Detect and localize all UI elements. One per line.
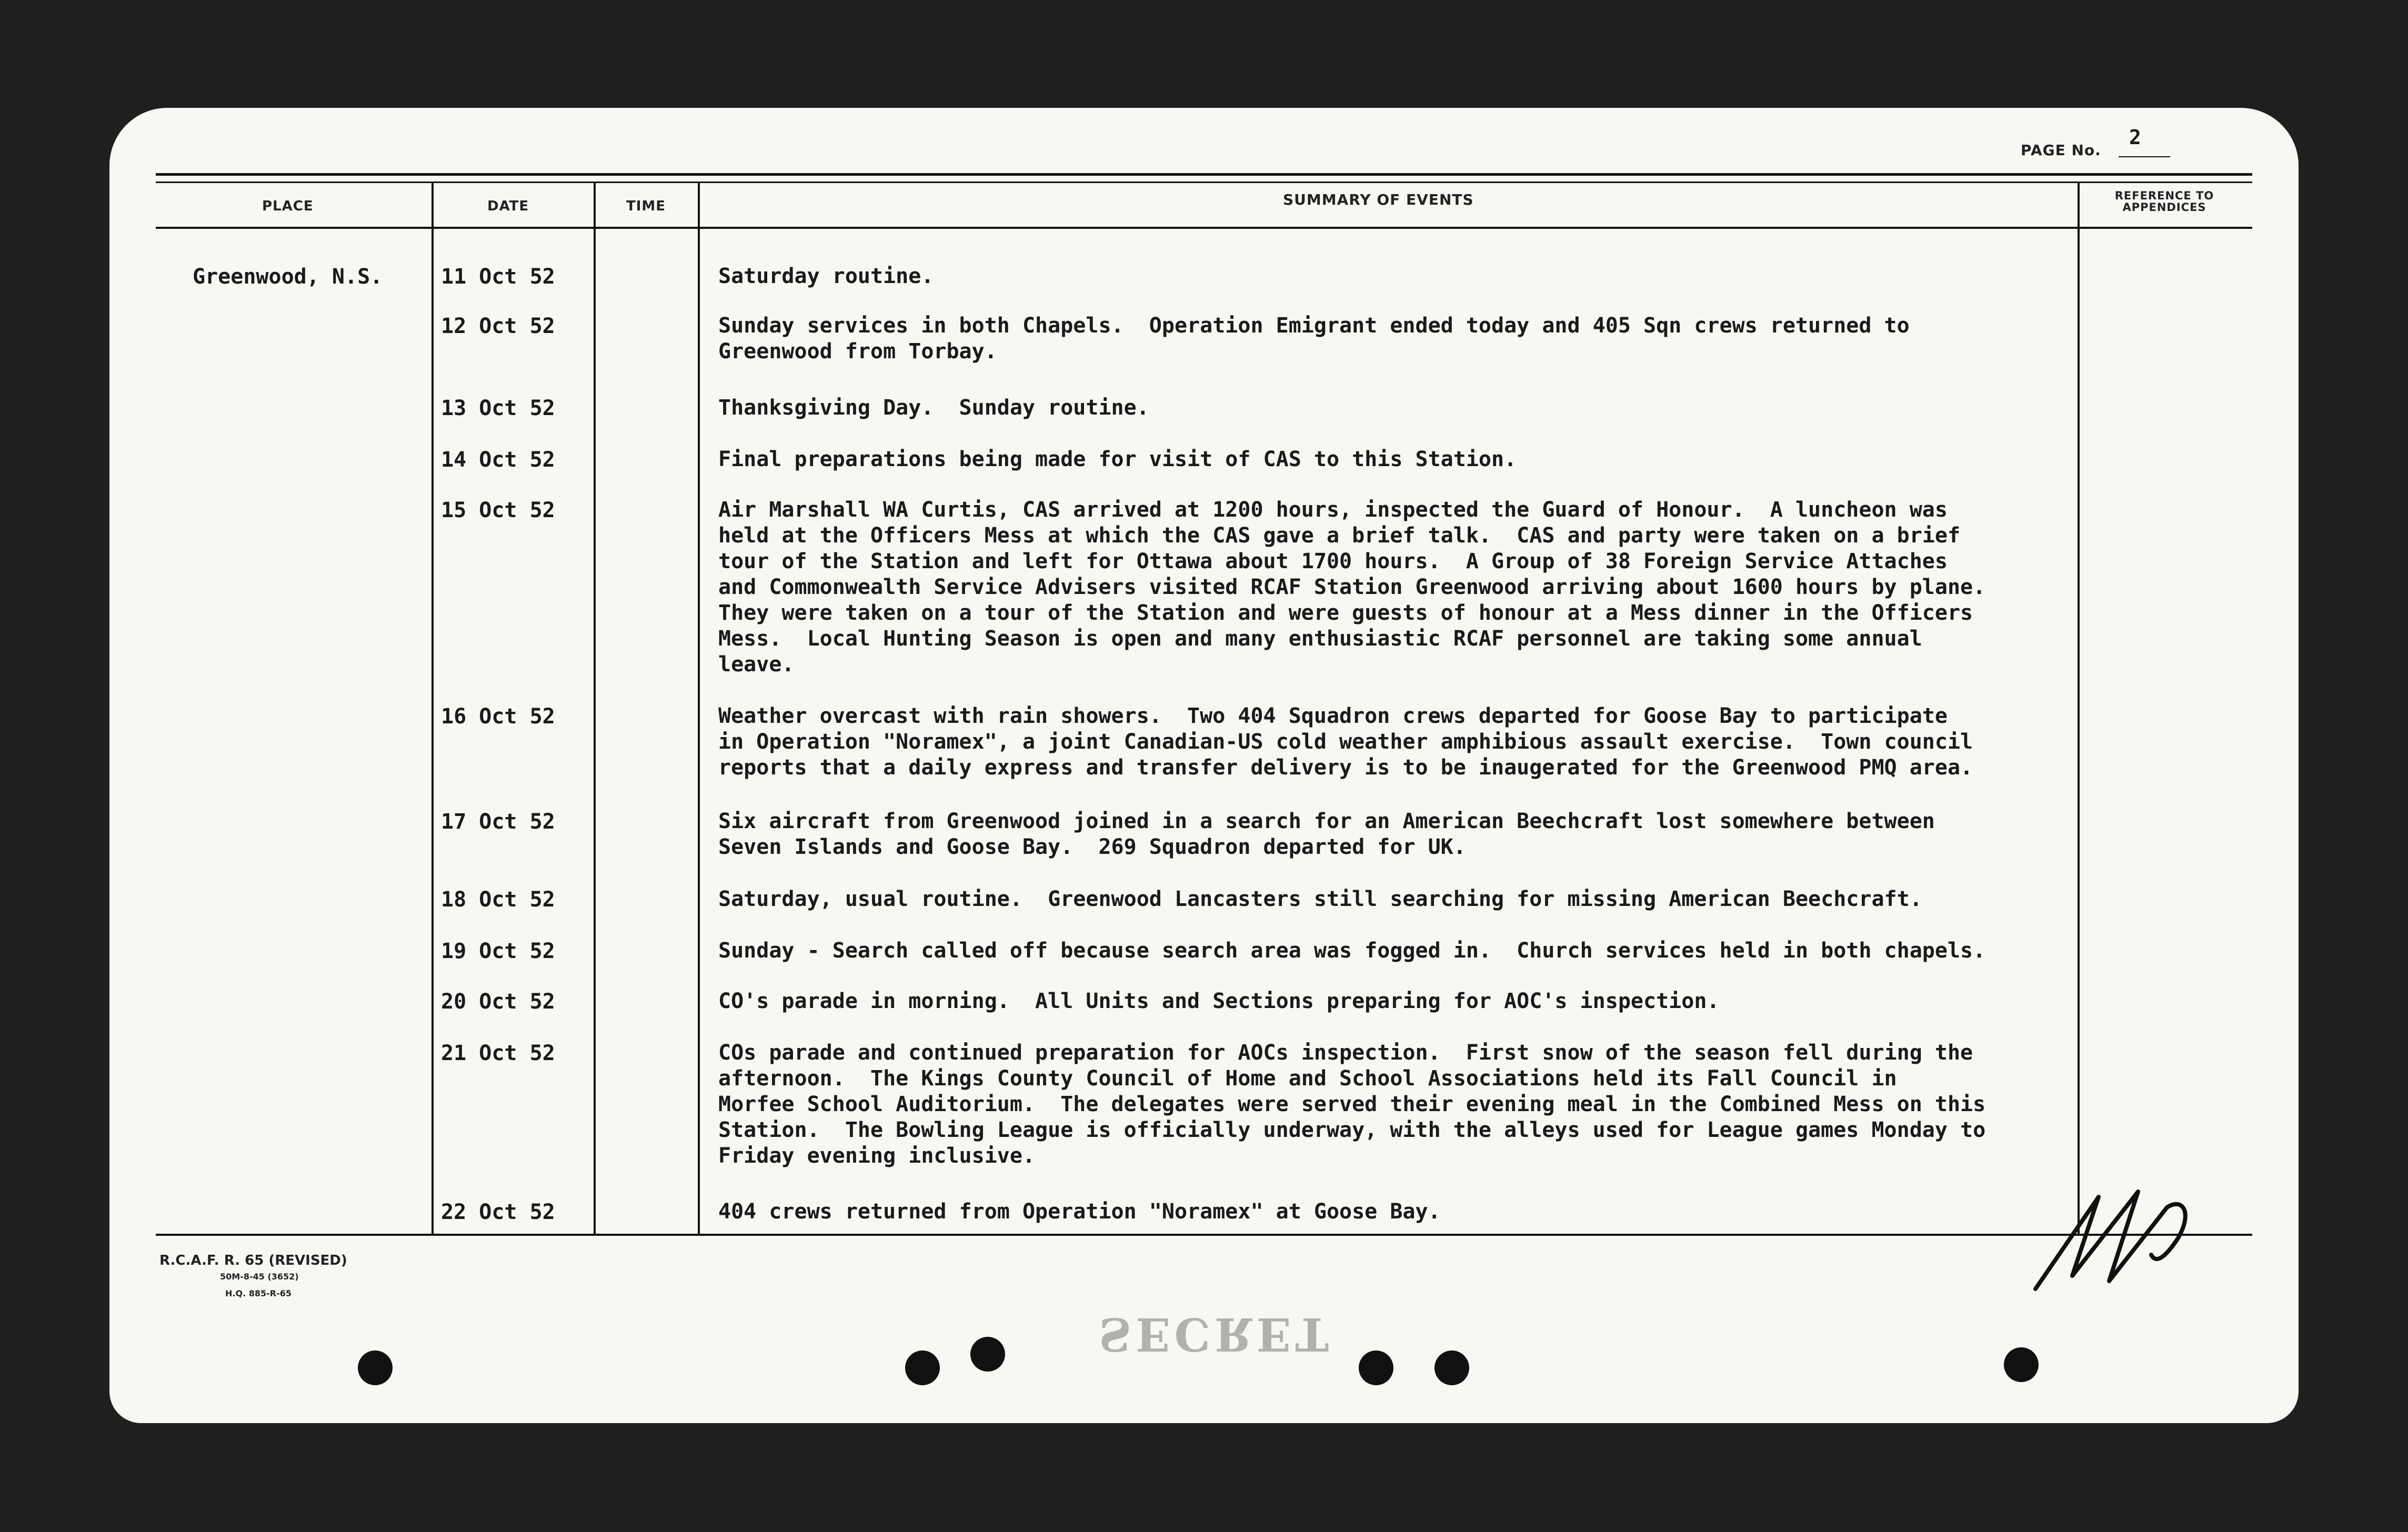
date-column-divider <box>594 182 596 1236</box>
punch-hole <box>358 1350 393 1385</box>
entry-date: 11 Oct 52 <box>441 265 555 289</box>
page-number-value: 2 <box>2129 126 2141 149</box>
punch-hole <box>905 1350 940 1385</box>
punch-hole <box>1434 1350 1469 1385</box>
punch-hole <box>2004 1347 2039 1382</box>
entry-text: Sunday - Search called off because search area was fogged in. Church services held in both chapels. <box>718 939 1986 963</box>
reference-header: REFERENCE TO APPENDICES <box>2114 189 2214 214</box>
entry-text: Six aircraft from Greenwood joined in a search for an American Beechcraft lost somewhere between Seven Islands and Goose Bay. 269 Squadron departed for UK. <box>718 809 1935 859</box>
entry-text: Final preparations being made for visit of CAS to this Station. <box>718 447 1517 471</box>
entry-date: 15 Oct 52 <box>441 498 555 522</box>
entry-date: 21 Oct 52 <box>441 1041 555 1065</box>
entry-text: CO's parade in morning. All Units and Sections preparing for AOC's inspection. <box>718 989 1720 1013</box>
form-number: R.C.A.F. R. 65 (REVISED) <box>159 1253 347 1268</box>
entry-text: COs parade and continued preparation for AOCs inspection. First snow of the season fell during the afternoon. The Kings County Council of Home and School Associations held its Fall Council in Morfee School Auditorium. The delegates were served their evening meal in the Combined Mess on this Station. The Bowling League is officially underway, with the alleys used for League games Monday to Friday evening inclusive. <box>718 1041 1986 1168</box>
entry-text: 404 crews returned from Operation "Noramex" at Goose Bay. <box>718 1200 1441 1224</box>
bottom-rule <box>156 1234 2252 1236</box>
place-header: PLACE <box>262 198 314 214</box>
form-code: 50M-8-45 (3652) <box>220 1272 299 1282</box>
entry-text: Saturday routine. <box>718 264 934 288</box>
entry-date: 16 Oct 52 <box>441 704 555 729</box>
entry-date: 19 Oct 52 <box>441 939 555 963</box>
entry-text: Thanksgiving Day. Sunday routine. <box>718 396 1149 420</box>
header-bottom-rule <box>156 227 2252 229</box>
entry-text: Weather overcast with rain showers. Two 404 Squadron crews departed for Goose Bay to participate in Operation "Noramex", a joint Canadian-US cold weather amphibious assault exercise. Town council reports that a daily express and transfer delivery is to be inaugerated for the Greenwood PMQ area. <box>718 704 1973 780</box>
page-number-label: PAGE No. <box>2021 142 2101 159</box>
time-column-divider <box>698 182 700 1236</box>
place-column-divider <box>432 182 434 1236</box>
place-value: Greenwood, N.S. <box>193 265 383 289</box>
signature <box>2025 1176 2214 1297</box>
diary-page <box>109 108 2299 1423</box>
entry-date: 12 Oct 52 <box>441 314 555 338</box>
date-header: DATE <box>487 198 529 214</box>
entry-text: Air Marshall WA Curtis, CAS arrived at 1200 hours, inspected the Guard of Honour. A luncheon was held at the Officers Mess at which the CAS gave a brief talk. CAS and party were taken on a brief tour of the Station and left for Ottawa about 1700 hours. A Group of 38 Foreign Service Attaches and Commonwealth Service Advisers visited RCAF Station Greenwood arriving about 1600 hours by plane. They were taken on a tour of the Station and were guests of honour at a Mess dinner in the Officers Mess. Local Hunting Season is open and many enthusiastic RCAF personnel are taking some annual leave. <box>718 498 1986 677</box>
entry-date: 20 Oct 52 <box>441 990 555 1014</box>
secret-stamp: SECRET <box>1099 1307 1333 1360</box>
top-rule-second <box>156 182 2252 183</box>
entry-date: 18 Oct 52 <box>441 888 555 912</box>
punch-hole <box>970 1337 1005 1372</box>
entry-text: Saturday, usual routine. Greenwood Lancasters still searching for missing American Beechcraft. <box>718 887 1922 911</box>
summary-column-divider <box>2078 182 2080 1236</box>
form-code: H.Q. 885-R-65 <box>225 1288 292 1298</box>
punch-hole <box>1359 1350 1393 1385</box>
entry-date: 17 Oct 52 <box>441 810 555 834</box>
summary-header: SUMMARY OF EVENTS <box>1283 191 1474 208</box>
page-number-underline <box>2119 156 2170 157</box>
entry-date: 22 Oct 52 <box>441 1200 555 1224</box>
top-rule <box>156 173 2252 176</box>
entry-text: Sunday services in both Chapels. Operation Emigrant ended today and 405 Sqn crews returned to Greenwood from Torbay. <box>718 314 1910 364</box>
time-header: TIME <box>626 198 666 214</box>
entry-date: 13 Oct 52 <box>441 396 555 420</box>
entry-date: 14 Oct 52 <box>441 448 555 472</box>
